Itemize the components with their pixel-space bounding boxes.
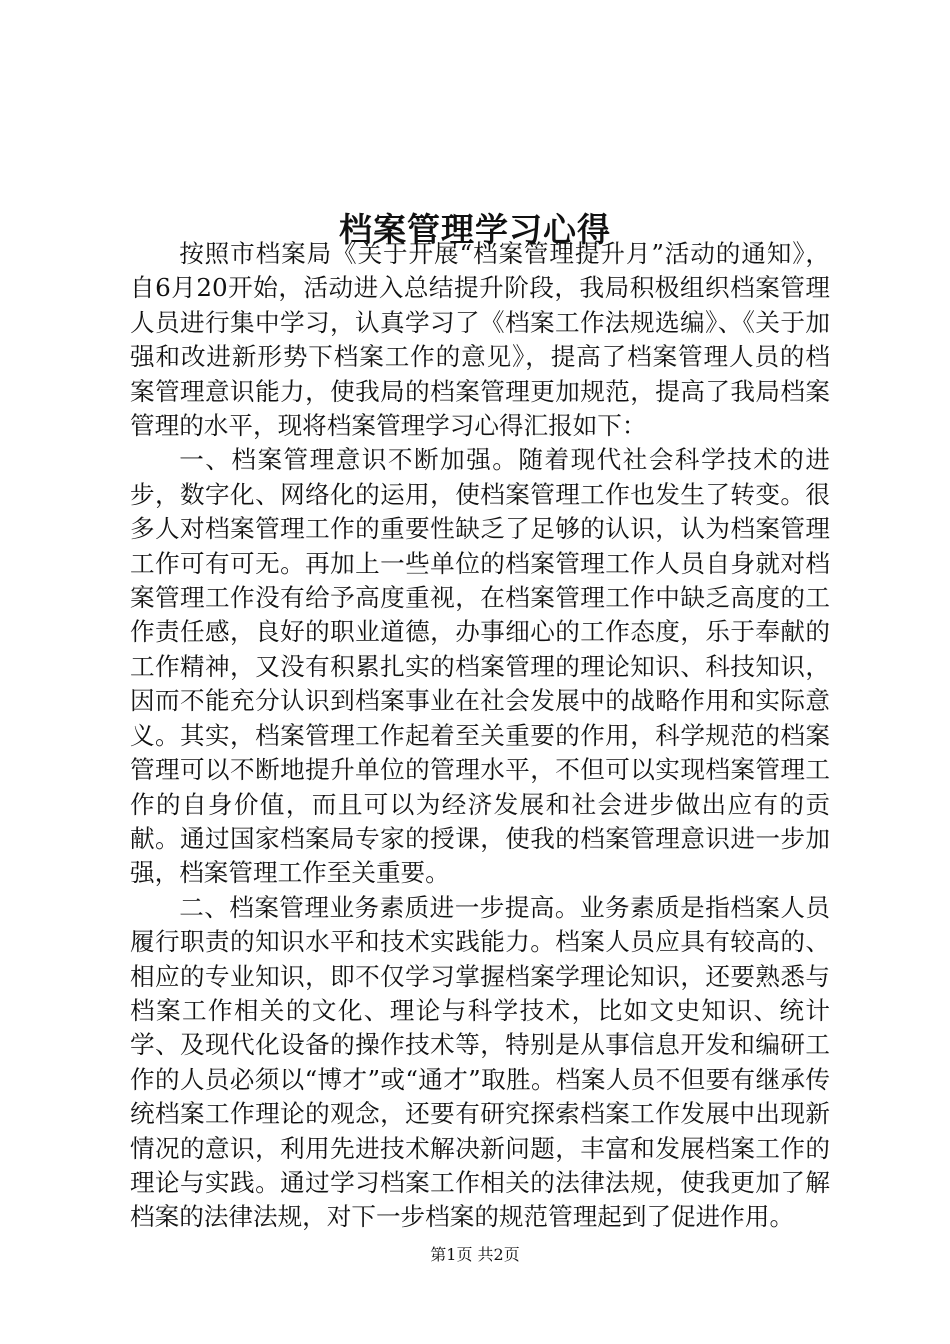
paragraph-intro: 按照市档案局《关于开展“档案管理提升月”活动的通知》，自6月20开始，活动进入总结提升阶段，我局积极组织档案管理人员进行集中学习，认真学习了《档案工作法规选编》、《关于加强和改进新形势下档案工作的意见》，提高了档案管理人员的档案管理意识能力，使我局的档案管理更加规范，提高了我局档案管理的水平，现将档案管理学习心得汇报如下： (130, 239, 830, 441)
document-title: 档案管理学习心得 (339, 210, 611, 250)
document-body (130, 237, 830, 1235)
paragraph-section-2: 二、档案管理业务素质进一步提高。业务素质是指档案人员履行职责的知识水平和技术实践能力。档案人员应具有较高的、相应的专业知识，即不仅学习掌握档案学理论知识，还要熟悉与档案工作相关的文化、理论与科学技术，比如文史知识、统计学、及现代化设备的操作技术等，特别是从事信息开发和编研工作的人员必须以“博才”或“通才”取胜。档案人员不但要有继承传统档案工作理论的观念，还要有研究探索档案工作发展中出现新情况的意识，利用先进技术解决新问题，丰富和发展档案工作的理论与实践。通过学习档案工作相关的法律法规，使我更加了解档案的法律法规，对下一步档案的规范管理起到了促进作用。 (130, 892, 830, 1232)
paragraph-section-1: 一、档案管理意识不断加强。随着现代社会科学技术的进步，数字化、网络化的运用，使档案管理工作也发生了转变。很多人对档案管理工作的重要性缺乏了足够的认识，认为档案管理工作可有可无。再加上一些单位的档案管理工作人员自身就对档案管理工作没有给予高度重视，在档案管理工作中缺乏高度的工作责任感，良好的职业道德，办事细心的工作态度，乐于奉献的工作精神，又没有积累扎实的档案管理的理论知识、科技知识，因而不能充分认识到档案事业在社会发展中的战略作用和实际意义。其实，档案管理工作起着至关重要的作用，科学规范的档案管理可以不断地提升单位的管理水平，不但可以实现档案管理工作的自身价值，而且可以为经济发展和社会进步做出应有的贡献。通过国家档案局专家的授课，使我的档案管理意识进一步加强，档案管理工作至关重要。 (130, 445, 830, 888)
page-number-footer: 第1页 共2页 (430, 1245, 520, 1264)
